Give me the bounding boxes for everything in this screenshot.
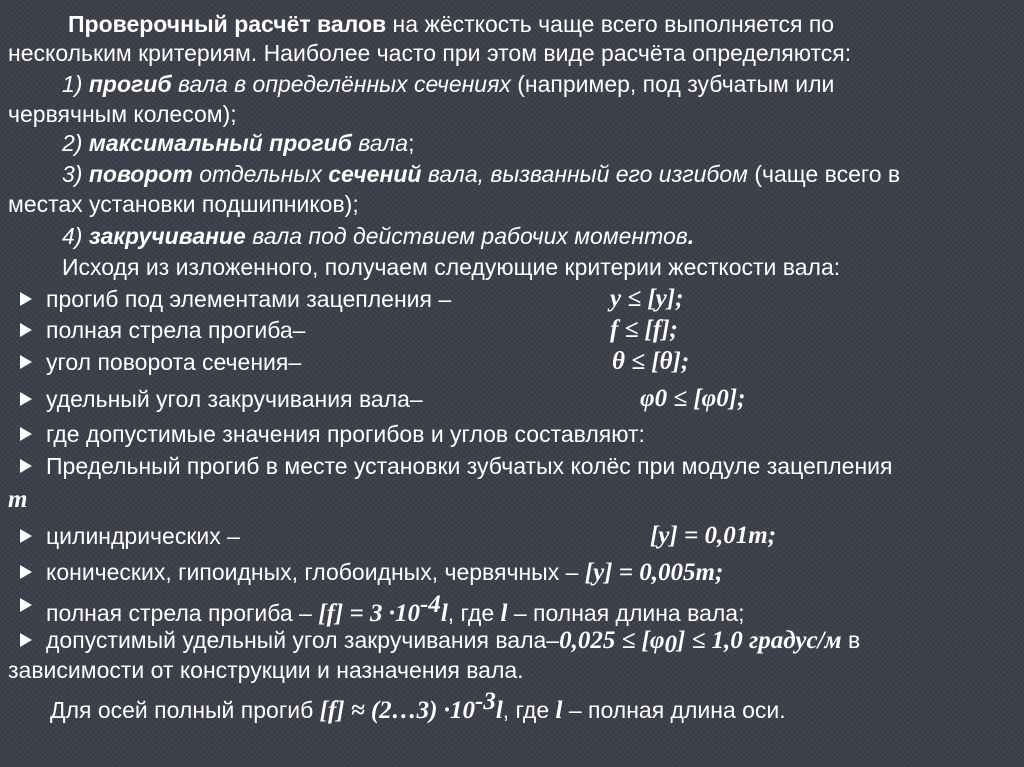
- line-18: конических, гипоидных, глобоидных, червячных – [y] = 0,005m;: [46, 559, 724, 586]
- bullet-icon: [20, 323, 32, 337]
- bullet-icon: [20, 529, 32, 543]
- line-21: зависимости от конструкции и назначения вала.: [8, 657, 524, 683]
- formula-y: y ≤ [y];: [610, 285, 684, 312]
- formula-cyl: [y] = 0,01m;: [650, 522, 777, 549]
- line-12: угол поворота сечения–: [46, 349, 302, 375]
- line-7: местах установки подшипников);: [8, 191, 359, 217]
- line-1: Проверочный расчёт валов на жёсткость чаще всего выполняется по: [68, 11, 835, 37]
- bullet-icon: [20, 459, 32, 473]
- line-14: где допустимые значения прогибов и углов составляют:: [46, 421, 645, 447]
- formula-theta: θ ≤ [θ];: [612, 348, 690, 375]
- bullet-icon: [20, 355, 32, 369]
- bullet-icon: [20, 633, 32, 647]
- line-17: цилиндрических –: [46, 523, 240, 549]
- bullet-icon: [20, 427, 32, 441]
- line-4: червячным колесом);: [8, 101, 237, 127]
- line-15: Предельный прогиб в месте установки зубчатых колёс при модуле зацепления: [46, 453, 893, 479]
- formula-f: f ≤ [f];: [610, 316, 678, 343]
- bullet-icon: [20, 565, 32, 579]
- line-2: нескольким критериям. Наиболее часто при этом виде расчёта определяются:: [8, 40, 852, 66]
- line-5: 2) максимальный прогиб вала;: [62, 130, 415, 156]
- line-3: 1) прогиб вала в определённых сечениях (например, под зубчатым или: [62, 71, 835, 97]
- line-11: полная стрела прогиба–: [46, 317, 306, 343]
- line-22: Для осей полный прогиб [f] ≈ (2…3) $\cdot 10^{-3}l$, где l – полная длина оси.: [50, 688, 786, 724]
- line-19: полная стрела прогиба – $[f] = 3 \cdot 10^{-4}l$, где l – полная длина вала;: [46, 591, 745, 627]
- bullet-icon: [20, 598, 32, 612]
- bullet-icon: [20, 392, 32, 406]
- line-10: прогиб под элементами зацепления –: [46, 286, 452, 312]
- line-20: допустимый удельный угол закручивания вала–0,025 ≤ $[\varphi_0] \le 1,0$ градус/м в: [46, 627, 861, 658]
- formula-phi: φ0 ≤ [φ0];: [640, 385, 746, 412]
- line-13: удельный угол закручивания вала–: [46, 386, 423, 412]
- line-9: Исходя из изложенного, получаем следующие критерии жесткости вала:: [62, 254, 841, 280]
- bullet-icon: [20, 292, 32, 306]
- line-6: 3) поворот отдельных сечений вала, вызванный его изгибом (чаще всего в: [62, 161, 901, 187]
- line-8: 4) закручивание вала под действием рабочих моментов.: [62, 223, 695, 249]
- line-16: m: [8, 486, 28, 513]
